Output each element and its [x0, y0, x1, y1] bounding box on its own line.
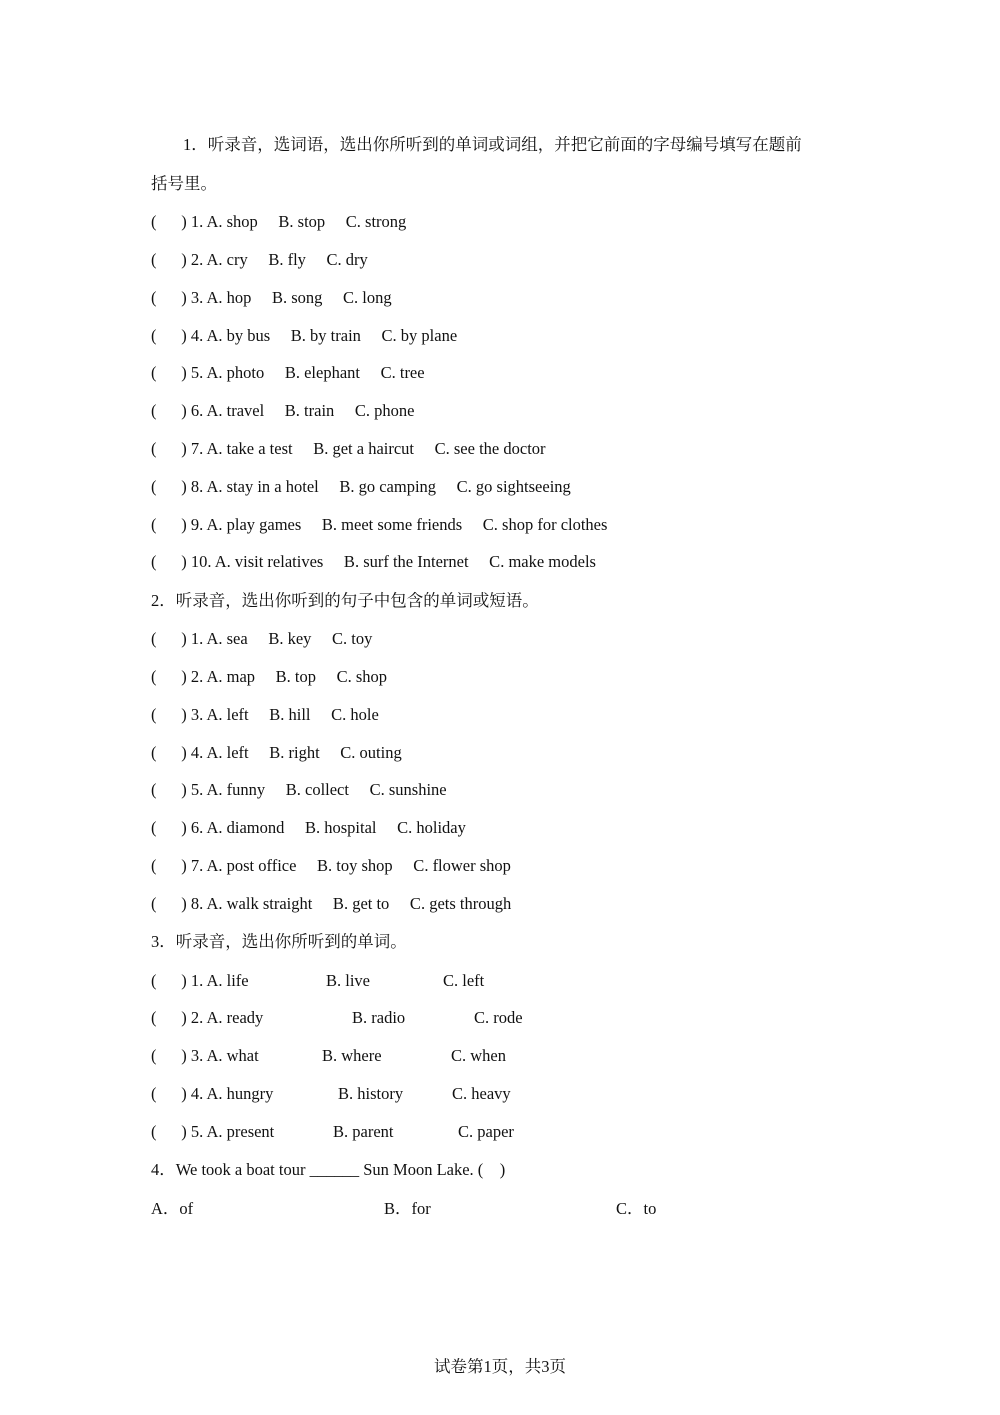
q4-option-a: A．of — [151, 1199, 194, 1218]
q3-item-5-option-a: ( ) 5. A. present — [151, 1122, 275, 1141]
q1-item-6: ( ) 6. A. travel B. train C. phone — [151, 401, 415, 420]
q1-item-4: ( ) 4. A. by bus B. by train C. by plane — [151, 326, 458, 345]
q3-item-2-option-b: B. radio — [352, 1008, 406, 1027]
q3-item-2-option-c: C. rode — [474, 1008, 523, 1027]
q1-item-9: ( ) 9. A. play games B. meet some friends C. shop for clothes — [151, 515, 608, 534]
q1-instruction-line1: 1．听录音，选词语，选出你所听到的单词或词组，并把它前面的字母编号填写在题前 — [183, 135, 802, 154]
q2-item-4: ( ) 4. A. left B. right C. outing — [151, 743, 402, 762]
q3-item-2 — [151, 1007, 751, 1029]
q3-item-4 — [151, 1083, 751, 1105]
q1-item-8: ( ) 8. A. stay in a hotel B. go camping C. go sightseeing — [151, 477, 571, 496]
q3-item-3 — [151, 1045, 751, 1067]
q3-item-3-option-b: B. where — [322, 1046, 382, 1065]
q2-item-7: ( ) 7. A. post office B. toy shop C. flower shop — [151, 856, 511, 875]
q2-item-8: ( ) 8. A. walk straight B. get to C. gets through — [151, 894, 512, 913]
q3-item-3-option-a: ( ) 3. A. what — [151, 1046, 259, 1065]
q3-item-2-option-a: ( ) 2. A. ready — [151, 1008, 264, 1027]
q4-question: 4．We took a boat tour ______ Sun Moon Lake. ( ) — [151, 1160, 506, 1179]
q1-instruction-line2: 括号里。 — [151, 174, 217, 193]
q2-item-1: ( ) 1. A. sea B. key C. toy — [151, 629, 373, 648]
q2-item-2: ( ) 2. A. map B. top C. shop — [151, 667, 388, 686]
q3-item-3-option-c: C. when — [451, 1046, 506, 1065]
q4-option-b: B．for — [384, 1199, 431, 1218]
q2-item-3: ( ) 3. A. left B. hill C. hole — [151, 705, 379, 724]
q3-item-1-option-b: B. live — [326, 971, 370, 990]
q3-item-1-option-c: C. left — [443, 971, 485, 990]
q1-item-2: ( ) 2. A. cry B. fly C. dry — [151, 250, 368, 269]
page-footer: 试卷第1页，共3页 — [434, 1357, 566, 1376]
q4-options — [151, 1198, 751, 1220]
q3-item-5 — [151, 1121, 751, 1143]
q3-instruction: 3．听录音，选出你所听到的单词。 — [151, 932, 407, 951]
q2-instruction: 2．听录音，选出你听到的句子中包含的单词或短语。 — [151, 591, 539, 610]
q1-item-1: ( ) 1. A. shop B. stop C. strong — [151, 212, 407, 231]
q3-item-1 — [151, 970, 751, 992]
q1-item-7: ( ) 7. A. take a test B. get a haircut C. see the doctor — [151, 439, 546, 458]
q1-item-5: ( ) 5. A. photo B. elephant C. tree — [151, 363, 425, 382]
q3-item-4-option-a: ( ) 4. A. hungry — [151, 1084, 274, 1103]
q3-item-4-option-b: B. history — [338, 1084, 404, 1103]
q3-item-1-option-a: ( ) 1. A. life — [151, 971, 249, 990]
q2-item-6: ( ) 6. A. diamond B. hospital C. holiday — [151, 818, 466, 837]
q1-item-10: ( ) 10. A. visit relatives B. surf the Internet C. make models — [151, 552, 596, 571]
q2-item-5: ( ) 5. A. funny B. collect C. sunshine — [151, 780, 447, 799]
q3-item-5-option-c: C. paper — [458, 1122, 514, 1141]
q1-item-3: ( ) 3. A. hop B. song C. long — [151, 288, 392, 307]
q3-item-5-option-b: B. parent — [333, 1122, 394, 1141]
q4-option-c: C．to — [616, 1199, 657, 1218]
q3-item-4-option-c: C. heavy — [452, 1084, 511, 1103]
